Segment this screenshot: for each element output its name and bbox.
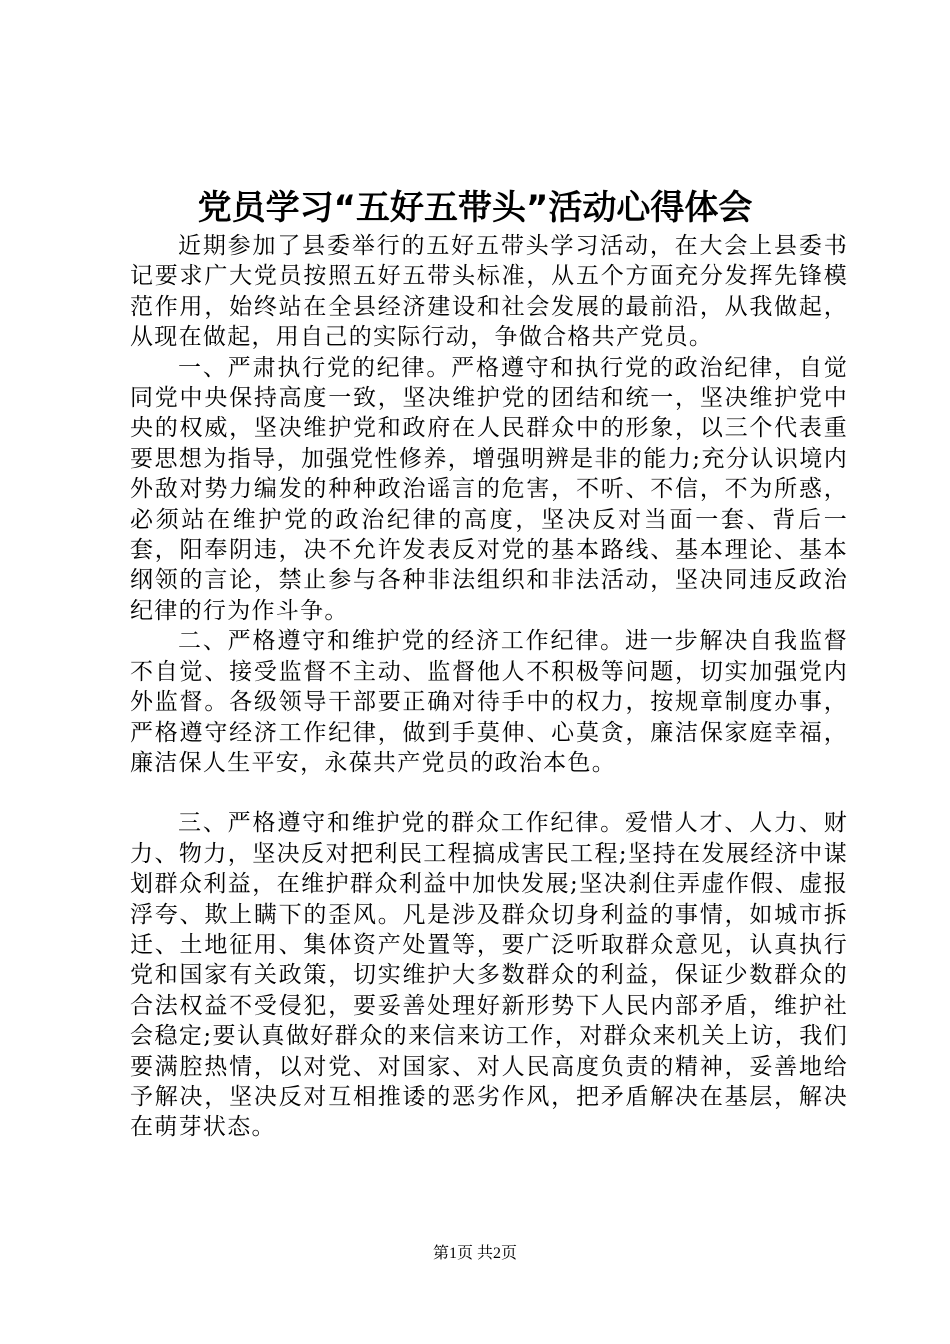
paragraph-intro: 近期参加了县委举行的五好五带头学习活动，在大会上县委书记要求广大党员按照五好五带头标准，从五个方面充分发挥先锋模范作用，始终站在全县经济建设和社会发展的最前沿，从我做起，从现在做起，用自己的实际行动，争做合格共产党员。 xyxy=(130,233,848,351)
paragraph-section-2: 二、严格遵守和维护党的经济工作纪律。进一步解决自我监督不自觉、接受监督不主动、监督他人不积极等问题，切实加强党内外监督。各级领导干部要正确对待手中的权力，按规章制度办事，严格遵守经济工作纪律，做到手莫伸、心莫贪，廉洁保家庭幸福，廉洁保人生平安，永葆共产党员的政治本色。 xyxy=(130,628,848,776)
page-number-footer: 第1页 共2页 xyxy=(432,1245,517,1262)
document-title: 党员学习“五好五带头”活动心得体会 xyxy=(197,188,753,228)
document-body xyxy=(130,231,848,1143)
paragraph-section-1: 一、严肃执行党的纪律。严格遵守和执行党的政治纪律，自觉同党中央保持高度一致，坚决维护党的团结和统一，坚决维护党中央的权威，坚决维护党和政府在人民群众中的形象，以三个代表重要思想为指导，加强党性修养，增强明辨是非的能力;充分认识境内外敌对势力编发的种种政治谣言的危害，不听、不信，不为所惑，必须站在维护党的政治纪律的高度，坚决反对当面一套、背后一套，阳奉阴违，决不允许发表反对党的基本路线、基本理论、基本纲领的言论，禁止参与各种非法组织和非法活动，坚决同违反政治纪律的行为作斗争。 xyxy=(130,354,848,624)
paragraph-section-3: 三、严格遵守和维护党的群众工作纪律。爱惜人才、人力、财力、物力，坚决反对把利民工程搞成害民工程;坚持在发展经济中谋划群众利益，在维护群众利益中加快发展;坚决刹住弄虚作假、虚报浮夸、欺上瞒下的歪风。凡是涉及群众切身利益的事情，如城市拆迁、土地征用、集体资产处置等，要广泛听取群众意见，认真执行党和国家有关政策，切实维护大多数群众的利益，保证少数群众的合法权益不受侵犯，要妥善处理好新形势下人民内部矛盾，维护社会稳定;要认真做好群众的来信来访工作，对群众来机关上访，我们要满腔热情，以对党、对国家、对人民高度负责的精神，妥善地给予解决，坚决反对互相推诿的恶劣作风，把矛盾解决在基层，解决在萌芽状态。 xyxy=(130,810,848,1141)
